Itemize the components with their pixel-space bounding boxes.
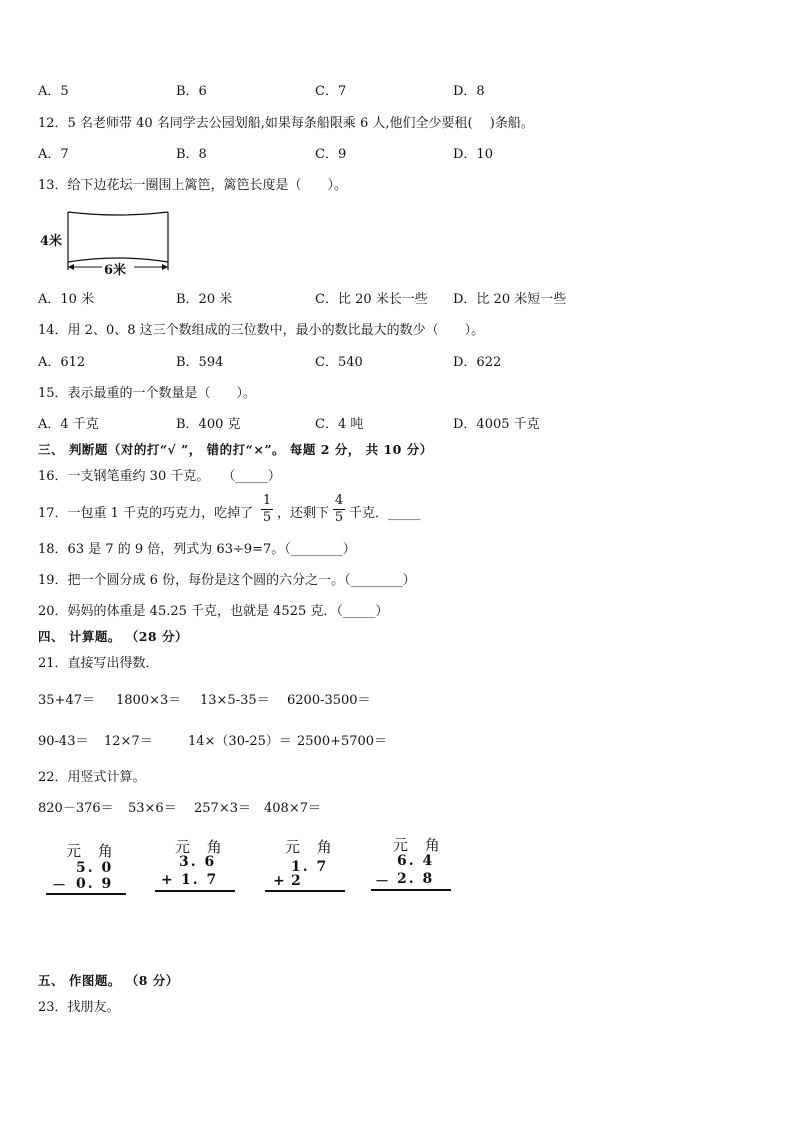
q21-r1-c4: 6200-3500＝: [287, 693, 371, 708]
q13-option-d[interactable]: D．比 20 米短一些: [453, 292, 567, 307]
calc-4-rule: [371, 889, 451, 891]
q12-option-d[interactable]: D．10: [453, 147, 493, 162]
vertical-calc-4: [371, 834, 481, 894]
calc-1-top: 5. 0: [76, 860, 114, 876]
calc-3-rule: [265, 890, 345, 892]
q22-expr-1: 820－376＝: [38, 801, 114, 816]
fraction-one-fifth: [261, 494, 273, 525]
minus-sign: －: [52, 878, 66, 894]
q11-option-b[interactable]: B．6: [176, 84, 207, 99]
fraction-1-denominator: 5: [262, 510, 272, 525]
section-3-heading: 三、 判断题（对的打“√ ”， 错的打“×”。 每题 2 分， 共 10 分）: [38, 442, 433, 457]
q15-option-d[interactable]: D．4005 千克: [453, 417, 540, 432]
q11-option-c[interactable]: C．7: [315, 84, 347, 99]
q15-option-b[interactable]: B．400 克: [176, 417, 241, 432]
q21-r2-c2: 12×7＝: [104, 734, 153, 749]
q14-option-c[interactable]: C．540: [315, 355, 363, 370]
q21-r2-c4: 2500+5700＝: [297, 734, 388, 749]
q17-mid: ，还剩下: [277, 506, 330, 521]
q13-option-c[interactable]: C．比 20 米长一些: [315, 292, 428, 307]
q19-text: 19．把一个圆分成 6 份，每份是这个圆的六分之一。（________）: [38, 573, 416, 588]
flowerbed-figure: [38, 204, 178, 280]
calc-2-bottom: 1. 7: [181, 872, 219, 888]
vertical-calc-2: [155, 836, 265, 896]
q17-line: [38, 494, 498, 534]
fraction-1-numerator: 1: [262, 493, 272, 508]
height-label: 4米: [40, 234, 63, 249]
yuan-jiao-header: 元 角: [175, 838, 228, 856]
fraction-2-numerator: 4: [334, 493, 344, 508]
calc-4-bottom: 2. 8: [397, 871, 435, 887]
q23-text: 23．找朋友。: [38, 1000, 120, 1015]
fraction-four-fifths: [333, 494, 345, 525]
q18-text: 18．63 是 7 的 9 倍，列式为 63÷9=7。（________）: [38, 542, 356, 557]
q11-option-a[interactable]: A．5: [38, 84, 69, 99]
q21-r1-c2: 1800×3＝: [116, 693, 182, 708]
calc-3-bottom: 2: [291, 873, 303, 889]
vertical-calc-3: [265, 836, 375, 896]
q11-option-d[interactable]: D．8: [453, 84, 485, 99]
q20-text: 20．妈妈的体重是 45.25 千克，也就是 4525 克．（_____）: [38, 604, 389, 619]
section-5-heading: 五、 作图题。 （8 分）: [38, 973, 179, 988]
q14-option-b[interactable]: B．594: [176, 355, 224, 370]
q12-text: 12．5 名老师带 40 名同学去公园划船,如果每条船限乘 6 人,他们全少要租( )条船。: [38, 116, 534, 131]
q15-option-a[interactable]: A．4 千克: [38, 417, 99, 432]
yuan-jiao-header: 元 角: [285, 838, 338, 856]
q21-r1-c3: 13×5-35＝: [200, 693, 270, 708]
calc-1-bottom: 0. 9: [76, 876, 114, 892]
q13-option-a[interactable]: A．10 米: [38, 292, 95, 307]
calc-3-top: 1. 7: [291, 859, 329, 875]
yuan-jiao-header: 元 角: [393, 836, 446, 854]
plus-sign: +: [161, 872, 173, 888]
q22-expr-2: 53×6＝: [128, 801, 177, 816]
q12-option-b[interactable]: B．8: [176, 147, 207, 162]
calc-1-rule: [46, 893, 126, 895]
calc-2-top: 3. 6: [179, 854, 217, 870]
q16-text: 16．一支钢笔重约 30 千克。 （_____）: [38, 469, 281, 484]
q12-option-c[interactable]: C．9: [315, 147, 347, 162]
q17-pre: 17．一包重 1 千克的巧克力，吃掉了: [38, 506, 254, 521]
q13-text: 13．给下边花坛一圈围上篱笆，篱笆长度是（ ）。: [38, 178, 348, 193]
q15-text: 15．表示最重的一个数量是（ ）。: [38, 386, 257, 401]
calc-2-rule: [155, 890, 235, 892]
fraction-2-denominator: 5: [334, 510, 344, 525]
plus-sign: +: [273, 873, 285, 889]
calc-4-top: 6. 4: [397, 853, 435, 869]
q12-option-a[interactable]: A．7: [38, 147, 69, 162]
yuan-jiao-header: 元 角: [66, 842, 119, 860]
q22-expr-3: 257×3＝: [194, 801, 251, 816]
q22-text: 22．用竖式计算。: [38, 770, 146, 785]
q14-option-d[interactable]: D．622: [453, 355, 502, 370]
q13-option-b[interactable]: B．20 米: [176, 292, 233, 307]
minus-sign: －: [375, 874, 389, 890]
q21-r2-c1: 90-43＝: [38, 734, 89, 749]
q15-option-c[interactable]: C．4 吨: [315, 417, 364, 432]
q14-option-a[interactable]: A．612: [38, 355, 86, 370]
vertical-calc-1: [46, 840, 156, 900]
section-4-heading: 四、 计算题。 （28 分）: [38, 629, 188, 644]
q14-text: 14．用 2、0、8 这三个数组成的三位数中，最小的数比最大的数少（ ）。: [38, 323, 485, 338]
q21-text: 21．直接写出得数．: [38, 656, 159, 671]
q21-r2-c3: 14×（30-25）＝: [188, 734, 292, 749]
q21-r1-c1: 35+47＝: [38, 693, 95, 708]
width-label: 6米: [104, 263, 127, 278]
q22-expr-4: 408×7＝: [264, 801, 321, 816]
q17-post: 千克．_____: [349, 506, 421, 521]
